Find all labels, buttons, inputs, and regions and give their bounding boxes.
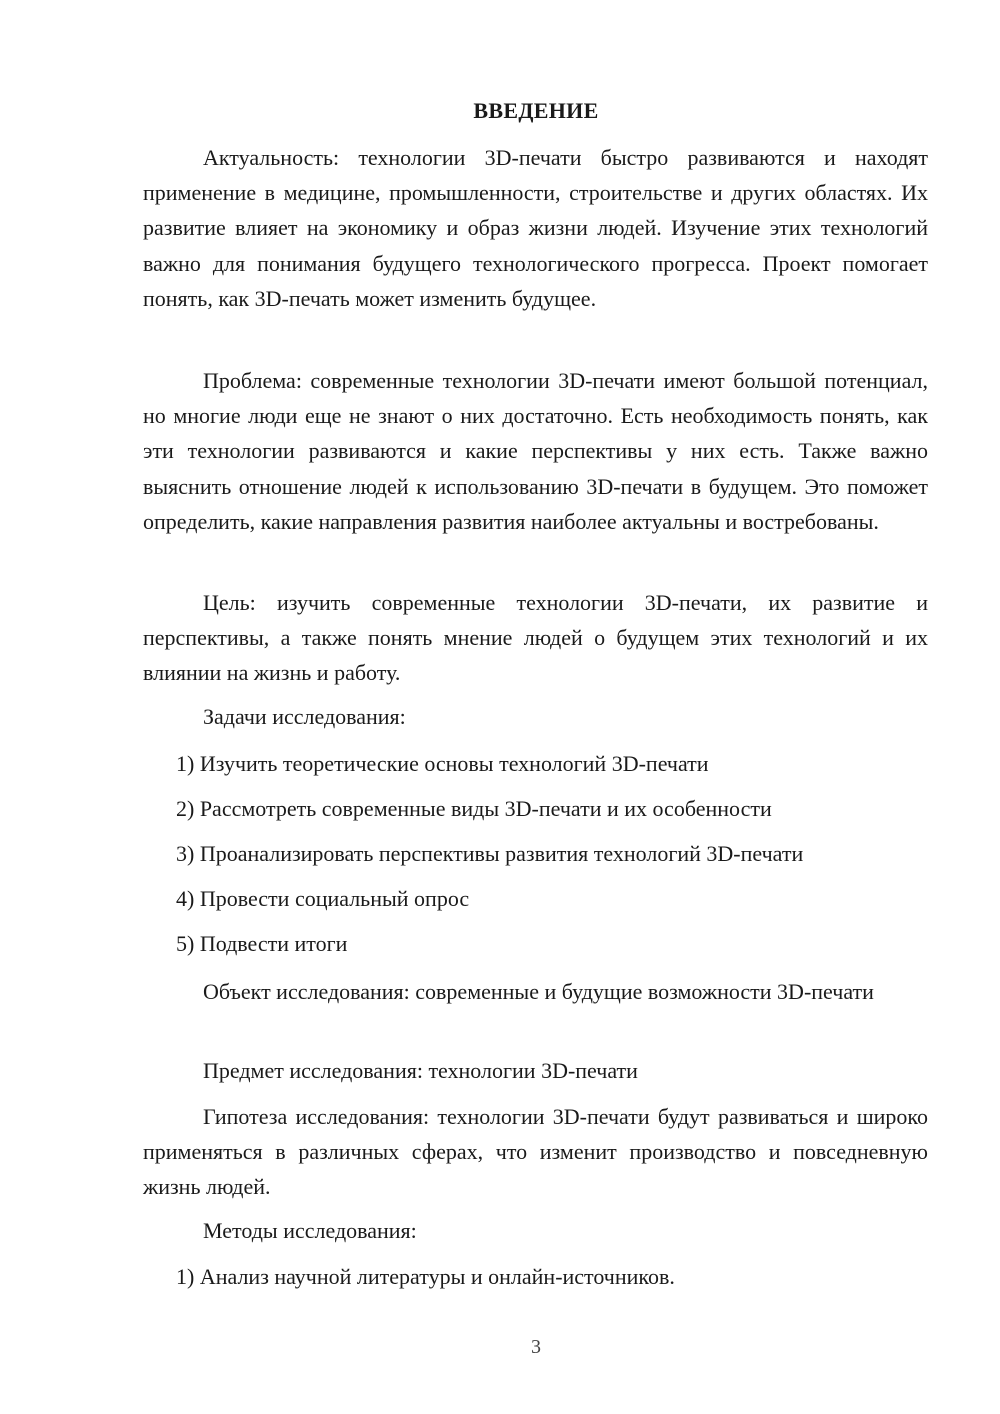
problem-paragraph: Проблема: современные технологии 3D-печати имеют большой потенциал, но многие люди еще не знают о них достаточно. Есть необходимость понять, как эти технологии развиваются и какие перспективы у них есть. Также важно выяснить отношение людей к использованию 3D-печати в будущем. Это поможет определить, какие направления развития наиболее актуальны и востребованы. xyxy=(143,368,928,534)
task-item-3: 3) Проанализировать перспективы развития технологий 3D-печати xyxy=(176,841,804,866)
task-item-5: 5) Подвести итоги xyxy=(176,931,348,956)
relevance-paragraph: Актуальность: технологии 3D-печати быстро развиваются и находят применение в медицине, промышленности, строительстве и других областях. Их развитие влияет на экономику и образ жизни людей. Изучение этих технологий важно для понимания будущего технологического прогресса. Проект помогает понять, как 3D-печать может изменить будущее. xyxy=(143,145,928,311)
object-paragraph: Объект исследования: современные и будущие возможности 3D-печати xyxy=(203,979,874,1004)
methods-heading: Методы исследования: xyxy=(203,1218,417,1243)
page-number: 3 xyxy=(531,1336,541,1358)
task-item-1: 1) Изучить теоретические основы технологий 3D-печати xyxy=(176,751,709,776)
hypothesis-paragraph: Гипотеза исследования: технологии 3D-печати будут развиваться и широко применяться в различных сферах, что изменит производство и повседневную жизнь людей. xyxy=(143,1104,928,1200)
subject-line: Предмет исследования: технологии 3D-печати xyxy=(203,1058,638,1083)
goal-paragraph: Цель: изучить современные технологии 3D-печати, их развитие и перспективы, а также понять мнение людей о будущем этих технологий и их влиянии на жизнь и работу. xyxy=(143,590,928,686)
tasks-heading: Задачи исследования: xyxy=(203,704,406,729)
task-item-4: 4) Провести социальный опрос xyxy=(176,886,470,911)
page-title: ВВЕДЕНИЕ xyxy=(473,98,599,123)
task-item-2: 2) Рассмотреть современные виды 3D-печати и их особенности xyxy=(176,796,772,821)
method-item-1: 1) Анализ научной литературы и онлайн-источников. xyxy=(176,1264,675,1289)
